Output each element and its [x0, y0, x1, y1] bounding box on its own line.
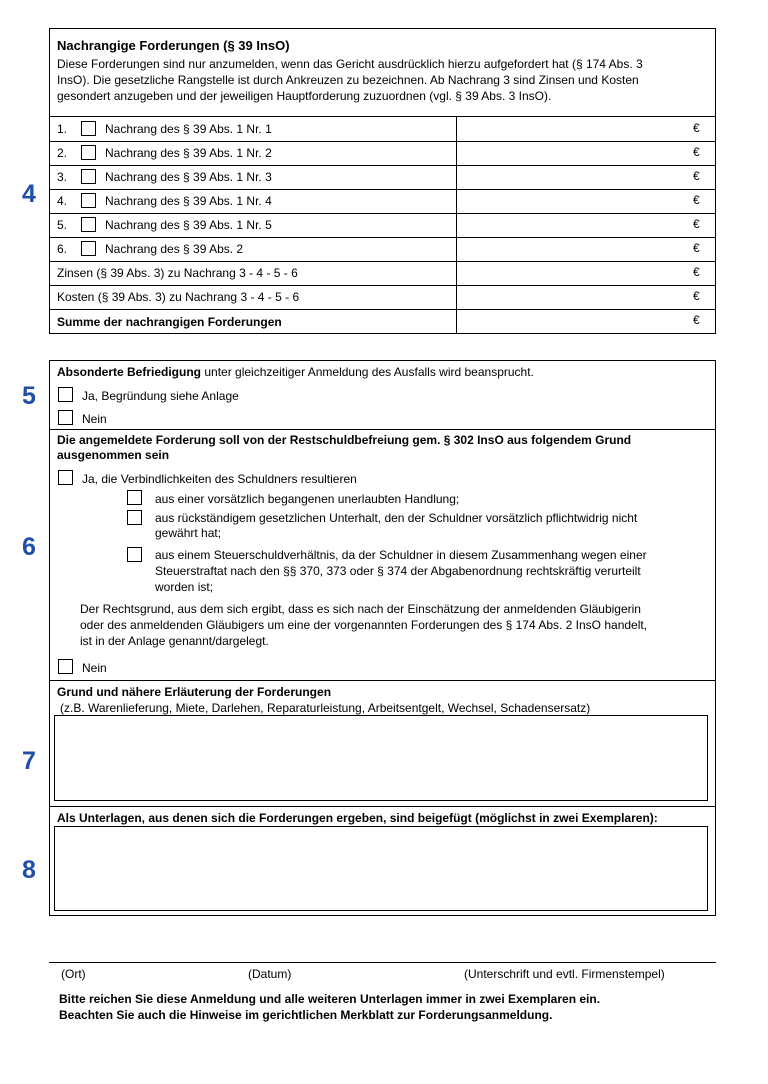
- datum-field[interactable]: [245, 940, 415, 960]
- section-number-5: 5: [22, 382, 36, 410]
- section-number-7: 7: [22, 747, 36, 775]
- section-number-8: 8: [22, 856, 36, 884]
- restschuld-nein-checkbox[interactable]: [58, 659, 73, 674]
- datum-label: (Datum): [248, 967, 292, 981]
- euro-sign: €: [693, 313, 700, 327]
- forderung-erlaeuterung-textarea[interactable]: [54, 715, 708, 801]
- euro-sign: €: [693, 193, 700, 207]
- nachrang-4-amount-field[interactable]: [458, 190, 688, 212]
- section-number-4: 4: [22, 180, 36, 208]
- footer-note-line-2: Beachten Sie auch die Hinweise im gerichtlichen Merkblatt zur Forderungsanmeldung.: [59, 1008, 553, 1022]
- rechtsgrund-note-line-3: ist in der Anlage genannt/dargelegt.: [80, 634, 269, 648]
- steuerstraftat-label-line-1: aus einem Steuerschuldverhältnis, da der Schuldner in diesem Zusammenhang wegen einer: [155, 548, 647, 562]
- rechtsgrund-note-line-2: oder des anmeldenden Gläubigers um eine der vorgenannten Forderungen des § 174 Abs. 2 InsO handelt,: [80, 618, 648, 632]
- zinsen-label: Zinsen (§ 39 Abs. 3) zu Nachrang 3 - 4 - 5 - 6: [57, 266, 298, 280]
- restschuld-nein-label: Nein: [82, 661, 107, 675]
- row-number: 1.: [57, 122, 68, 136]
- section-6-heading-line-1: Die angemeldete Forderung soll von der Restschuldbefreiung gem. § 302 InsO aus folgendem Grund: [57, 433, 632, 447]
- section-divider: [49, 680, 716, 681]
- euro-sign: €: [693, 289, 700, 303]
- absonderung-nein-checkbox[interactable]: [58, 410, 73, 425]
- nachrang-3-amount-field[interactable]: [458, 166, 688, 188]
- absonderung-nein-label: Nein: [82, 412, 107, 426]
- section-7-hint: (z.B. Warenlieferung, Miete, Darlehen, Reparaturleistung, Arbeitsentgelt, Wechsel, Schadensersatz): [60, 701, 591, 715]
- section-4-title: Nachrangige Forderungen (§ 39 InsO): [57, 38, 290, 53]
- unerlaubte-handlung-checkbox[interactable]: [127, 490, 142, 505]
- unterschrift-field[interactable]: [460, 940, 710, 960]
- unterhalt-label-line-2: gewährt hat;: [155, 526, 222, 540]
- ort-field[interactable]: [58, 940, 228, 960]
- unterlagen-textarea[interactable]: [54, 826, 708, 911]
- nachrang-6-checkbox[interactable]: [81, 241, 96, 256]
- section-number-6: 6: [22, 533, 36, 561]
- zinsen-amount-field[interactable]: [458, 262, 688, 284]
- row-number: 3.: [57, 170, 68, 184]
- absonderung-ja-checkbox[interactable]: [58, 387, 73, 402]
- nachrang-5-amount-field[interactable]: [458, 214, 688, 236]
- summe-label: Summe der nachrangigen Forderungen: [57, 315, 282, 329]
- euro-sign: €: [693, 265, 700, 279]
- section-4-intro-line-1: Diese Forderungen sind nur anzumelden, wenn das Gericht ausdrücklich hierzu aufgefordert hat (§ 174 Abs. 3: [57, 57, 643, 71]
- row-number: 4.: [57, 194, 68, 208]
- restschuld-ja-checkbox[interactable]: [58, 470, 73, 485]
- steuerstraftat-label-line-2: Steuerstraftat nach den §§ 370, 373 oder § 374 der Abgabenordnung rechtskräftig verurteilt: [155, 564, 641, 578]
- section-4-intro-line-3: gesondert anzugeben und der jeweiligen Hauptforderung zuzuordnen (vgl. § 39 Abs. 3 InsO).: [57, 89, 552, 103]
- footer-note-line-1: Bitte reichen Sie diese Anmeldung und alle weiteren Unterlagen immer in zwei Exemplaren ein.: [59, 992, 601, 1006]
- nachrang-6-amount-field[interactable]: [458, 238, 688, 260]
- section-divider: [49, 806, 716, 807]
- row-label: Nachrang des § 39 Abs. 2: [105, 242, 244, 256]
- row-number: 6.: [57, 242, 68, 256]
- nachrang-2-amount-field[interactable]: [458, 142, 688, 164]
- signature-line: [49, 962, 716, 963]
- section-5-heading: [57, 365, 534, 380]
- unterhalt-label-line-1: aus rückständigem gesetzlichen Unterhalt, den der Schuldner vorsätzlich pflichtwidrig nicht: [155, 511, 638, 525]
- steuerstraftat-checkbox[interactable]: [127, 547, 142, 562]
- kosten-label: Kosten (§ 39 Abs. 3) zu Nachrang 3 - 4 - 5 - 6: [57, 290, 300, 304]
- unterschrift-label: (Unterschrift und evtl. Firmenstempel): [464, 967, 665, 981]
- absonderung-ja-label: Ja, Begründung siehe Anlage: [82, 389, 239, 403]
- summe-amount-field[interactable]: [458, 310, 688, 333]
- section-6-heading-line-2: ausgenommen sein: [57, 448, 170, 462]
- euro-sign: €: [693, 217, 700, 231]
- nachrang-5-checkbox[interactable]: [81, 217, 96, 232]
- section-8-heading: Als Unterlagen, aus denen sich die Forderungen ergeben, sind beigefügt (möglichst in zwei Exemplaren):: [57, 811, 658, 825]
- nachrang-1-amount-field[interactable]: [458, 117, 688, 140]
- row-number: 2.: [57, 146, 68, 160]
- row-label: Nachrang des § 39 Abs. 1 Nr. 2: [105, 146, 272, 160]
- euro-sign: €: [693, 121, 700, 135]
- row-label: Nachrang des § 39 Abs. 1 Nr. 1: [105, 122, 272, 136]
- row-label: Nachrang des § 39 Abs. 1 Nr. 4: [105, 194, 272, 208]
- row-label: Nachrang des § 39 Abs. 1 Nr. 5: [105, 218, 272, 232]
- section-4-intro-line-2: InsO). Die gesetzliche Rangstelle ist durch Ankreuzen zu bezeichnen. Ab Nachrang 3 sind Zinsen und Kosten: [57, 73, 639, 87]
- rechtsgrund-note-line-1: Der Rechtsgrund, aus dem sich ergibt, dass es sich nach der Einschätzung der anmeldenden Gläubigerin: [80, 602, 641, 616]
- section-7-heading: Grund und nähere Erläuterung der Forderungen: [57, 685, 332, 699]
- table-column-divider: [456, 116, 457, 334]
- unerlaubte-handlung-label: aus einer vorsätzlich begangenen unerlaubten Handlung;: [155, 492, 460, 506]
- euro-sign: €: [693, 241, 700, 255]
- euro-sign: €: [693, 145, 700, 159]
- nachrang-3-checkbox[interactable]: [81, 169, 96, 184]
- steuerstraftat-label-line-3: worden ist;: [155, 580, 214, 594]
- row-label: Nachrang des § 39 Abs. 1 Nr. 3: [105, 170, 272, 184]
- section-5-heading-rest: unter gleichzeitiger Anmeldung des Ausfalls wird beansprucht.: [201, 365, 534, 379]
- unterhalt-checkbox[interactable]: [127, 510, 142, 525]
- section-5-heading-bold: Absonderte Befriedigung: [57, 365, 202, 379]
- kosten-amount-field[interactable]: [458, 286, 688, 308]
- euro-sign: €: [693, 169, 700, 183]
- nachrang-1-checkbox[interactable]: [81, 121, 96, 136]
- section-divider: [49, 429, 716, 430]
- ort-label: (Ort): [61, 967, 86, 981]
- restschuld-ja-label: Ja, die Verbindlichkeiten des Schuldners resultieren: [82, 472, 357, 486]
- nachrang-2-checkbox[interactable]: [81, 145, 96, 160]
- row-number: 5.: [57, 218, 68, 232]
- nachrang-4-checkbox[interactable]: [81, 193, 96, 208]
